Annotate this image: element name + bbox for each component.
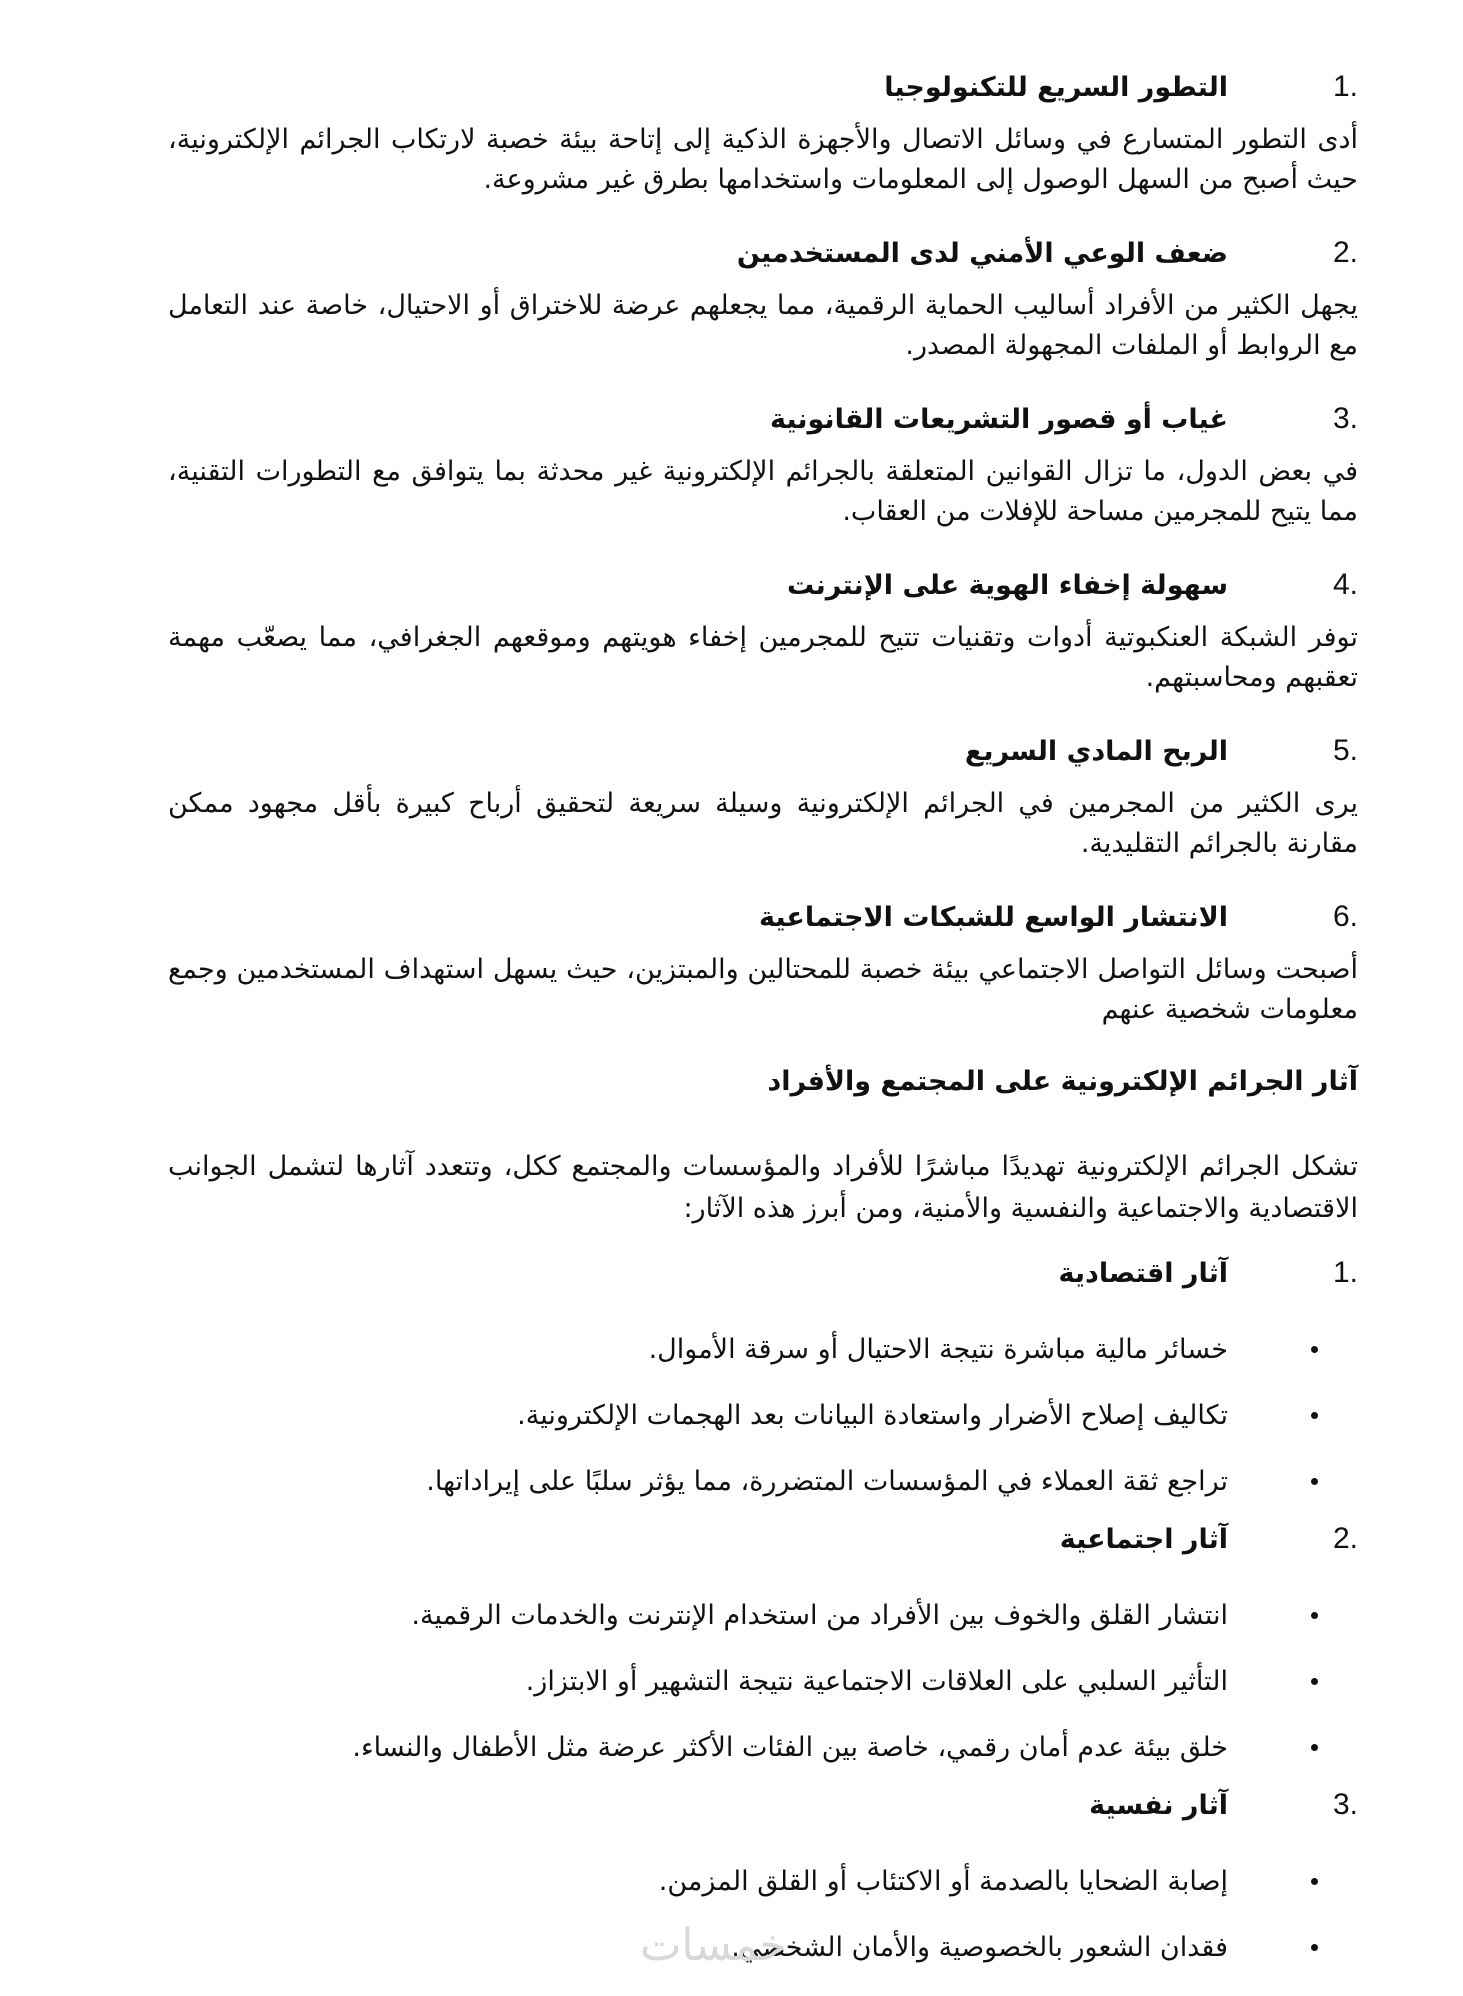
cause-number: 4. (1332, 568, 1358, 601)
bullet-icon (1268, 1346, 1358, 1353)
bullet-icon (1268, 1944, 1358, 1951)
cause-text: أصبحت وسائل التواصل الاجتماعي بيئة خصبة للمحتالين والمبتزين، حيث يسهل استهداف المستخدمين وجمع معلومات شخصية عنهم (168, 954, 1358, 1025)
cause-item (168, 900, 1358, 1030)
cause-heading (168, 734, 1358, 778)
section-title: آثار الجرائم الإلكترونية على المجتمع والأفراد (767, 1066, 1358, 1097)
effect-heading (168, 1788, 1358, 1836)
cause-item (168, 568, 1358, 698)
list-item (168, 1848, 1358, 1914)
list-item-text: إصابة الضحايا بالصدمة أو الاكتئاب أو القلق المزمن. (658, 1865, 1228, 1897)
bullet-icon (1268, 1478, 1358, 1485)
effect-title: آثار اجتماعية (1059, 1524, 1228, 1555)
cause-text: في بعض الدول، ما تزال القوانين المتعلقة بالجرائم الإلكترونية غير محدثة بما يتوافق مع التطورات التقنية، مما يتيح للمجرمين مساحة للإفلات من العقاب. (168, 456, 1358, 527)
cause-text: يرى الكثير من المجرمين في الجرائم الإلكترونية وسيلة سريعة لتحقيق أرباح كبيرة بأقل مجهود ممكن مقارنة بالجرائم التقليدية. (168, 788, 1358, 859)
cause-text: أدى التطور المتسارع في وسائل الاتصال والأجهزة الذكية إلى إتاحة بيئة خصبة لارتكاب الجرائم الإلكترونية، حيث أصبح من السهل الوصول إلى المعلومات واستخدامها بطرق غير مشروعة. (168, 124, 1358, 195)
cause-heading (168, 236, 1358, 280)
list-item (168, 1448, 1358, 1514)
list-item-text: خسائر مالية مباشرة نتيجة الاحتيال أو سرقة الأموال. (648, 1333, 1228, 1365)
effect-list (168, 1582, 1358, 1780)
cause-item (168, 70, 1358, 200)
cause-title: الانتشار الواسع للشبكات الاجتماعية (759, 902, 1228, 933)
cause-item (168, 236, 1358, 366)
cause-number: 5. (1332, 734, 1358, 767)
cause-heading (168, 900, 1358, 944)
effect-list (168, 1316, 1358, 1514)
watermark-logo: خمسات (640, 1920, 787, 1971)
effect-group-social (168, 1522, 1358, 1780)
cause-title: الربح المادي السريع (964, 736, 1228, 767)
list-item-text: تكاليف إصلاح الأضرار واستعادة البيانات بعد الهجمات الإلكترونية. (517, 1399, 1228, 1431)
bullet-icon (1268, 1878, 1358, 1885)
cause-text: يجهل الكثير من الأفراد أساليب الحماية الرقمية، مما يجعلهم عرضة للاختراق أو الاحتيال، خاصة عند التعامل مع الروابط أو الملفات المجهولة المصدر. (168, 290, 1358, 361)
effect-title: آثار اقتصادية (1058, 1258, 1228, 1289)
bullet-icon (1268, 1612, 1358, 1619)
cause-number: 2. (1332, 236, 1358, 269)
bullet-icon (1268, 1744, 1358, 1751)
effect-number: 2. (1332, 1522, 1358, 1555)
cause-heading (168, 70, 1358, 114)
cause-title: التطور السريع للتكنولوجيا (884, 72, 1228, 103)
list-item-text: التأثير السلبي على العلاقات الاجتماعية نتيجة التشهير أو الابتزاز. (525, 1665, 1228, 1697)
cause-number: 6. (1332, 900, 1358, 933)
cause-number: 3. (1332, 402, 1358, 435)
list-item-text: انتشار القلق والخوف بين الأفراد من استخدام الإنترنت والخدمات الرقمية. (411, 1599, 1228, 1631)
cause-number: 1. (1332, 70, 1358, 103)
cause-title: غياب أو قصور التشريعات القانونية (769, 404, 1228, 435)
cause-text: توفر الشبكة العنكبوتية أدوات وتقنيات تتيح للمجرمين إخفاء هويتهم وموقعهم الجغرافي، مما يصعّب مهمة تعقبهم ومحاسبتهم. (168, 622, 1358, 693)
cause-title: ضعف الوعي الأمني لدى المستخدمين (736, 238, 1228, 269)
cause-title: سهولة إخفاء الهوية على الإنترنت (787, 570, 1228, 601)
bullet-icon (1268, 1412, 1358, 1419)
document-content (168, 70, 1358, 1988)
cause-heading (168, 568, 1358, 612)
list-item (168, 1648, 1358, 1714)
list-item-text: تراجع ثقة العملاء في المؤسسات المتضررة، مما يؤثر سلبًا على إيراداتها. (426, 1465, 1228, 1497)
effect-heading (168, 1256, 1358, 1304)
effect-number: 3. (1332, 1788, 1358, 1821)
cause-heading (168, 402, 1358, 446)
cause-item (168, 734, 1358, 864)
list-item (168, 1316, 1358, 1382)
list-item-text: خلق بيئة عدم أمان رقمي، خاصة بين الفئات الأكثر عرضة مثل الأطفال والنساء. (352, 1731, 1228, 1763)
list-item (168, 1582, 1358, 1648)
effect-title: آثار نفسية (1089, 1790, 1228, 1821)
list-item (168, 1714, 1358, 1780)
list-item (168, 1382, 1358, 1448)
effect-heading (168, 1522, 1358, 1570)
effect-group-economic (168, 1256, 1358, 1514)
effect-number: 1. (1332, 1256, 1358, 1289)
bullet-icon (1268, 1678, 1358, 1685)
list-item-text: فقدان الشعور بالخصوصية والأمان الشخصي. (731, 1931, 1228, 1963)
cause-item (168, 402, 1358, 532)
intro-paragraph: تشكل الجرائم الإلكترونية تهديدًا مباشرًا للأفراد والمؤسسات والمجتمع ككل، وتتعدد آثارها لتشمل الجوانب الاقتصادية والاجتماعية والنفسية والأمنية، ومن أبرز هذه الآثار: (168, 1151, 1358, 1224)
